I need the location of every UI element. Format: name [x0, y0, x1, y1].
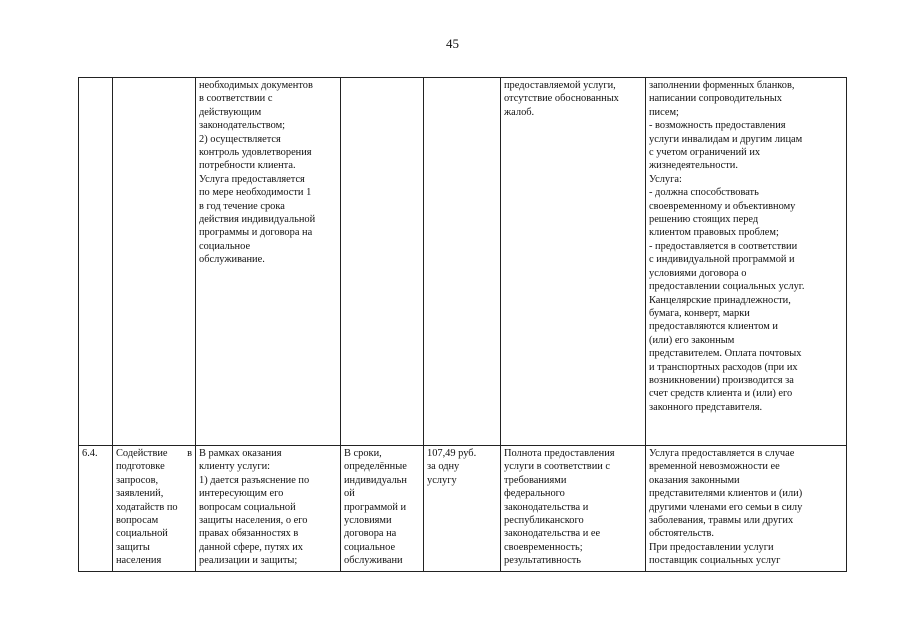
text-line: законодательством; — [199, 120, 286, 132]
text-line: действующим — [199, 106, 262, 118]
text-line: интересующим его — [199, 488, 284, 500]
cell-quality-indicators — [501, 78, 646, 446]
text-line: В сроки, — [344, 448, 382, 459]
text-line: социальной — [116, 528, 168, 540]
text-line: определённые — [344, 461, 407, 473]
cell-quality-indicators — [501, 446, 646, 572]
cell-service-name — [113, 78, 196, 446]
cell-service-content — [196, 446, 341, 572]
text-line: договора на — [344, 528, 397, 540]
text-line: в соответствии с — [199, 93, 273, 105]
text-line: временной невозможности ее — [649, 461, 780, 473]
text-line: своевременность; — [504, 541, 583, 553]
text-line: индивидуальн — [344, 474, 407, 486]
text-line: программы и договора на — [199, 227, 313, 239]
text-line: другими членами его семьи в силу — [649, 501, 803, 513]
services-table — [78, 77, 847, 572]
text-line: потребности клиента. — [199, 160, 296, 172]
text-line: обстоятельств. — [649, 528, 715, 540]
cell-service-name — [113, 446, 196, 572]
text-line: - предоставляется в соответствии — [649, 240, 798, 252]
text-line: законного представителя. — [649, 401, 763, 413]
text-line: Полнота предоставления — [504, 448, 615, 459]
text-line: жалоб. — [504, 106, 535, 118]
text-line: социальное — [199, 240, 251, 252]
text-line: отсутствие обоснованных — [504, 93, 619, 105]
text-line: необходимых документов — [199, 80, 313, 91]
cell-service-term — [341, 446, 424, 572]
text-line: предоставляемой услуги, — [504, 80, 616, 91]
cell-service-conditions — [646, 78, 847, 446]
text-line: ходатайств по — [116, 501, 178, 513]
text-line: условиями договора о — [649, 267, 747, 279]
text-line: населения — [116, 555, 162, 567]
text-line: В рамках оказания — [199, 448, 282, 459]
text-line: законодательства и ее — [504, 528, 601, 540]
text-line: законодательства и — [504, 501, 589, 513]
text-line: услугу — [427, 474, 457, 486]
text-line: федерального — [504, 488, 565, 500]
text-line: реализации и защиты; — [199, 555, 298, 567]
text-line: контроль удовлетворения — [199, 147, 312, 159]
text-line: программой и — [344, 501, 407, 513]
text-line: результативность — [504, 555, 582, 567]
text-line: с учетом ограничений их — [649, 147, 761, 159]
text-line: вопросам — [116, 515, 159, 527]
text-line: условиями — [344, 515, 392, 527]
text-line: запросов, — [116, 474, 159, 486]
text-line: защиты населения, о его — [199, 515, 308, 527]
text-line: - должна способствовать — [649, 187, 759, 199]
text-line: предоставлении социальных услуг. — [649, 281, 805, 293]
text-line: правах обязанностях в — [199, 528, 299, 540]
text-line: по мере необходимости 1 — [199, 187, 312, 199]
text-line: Канцелярские принадлежности, — [649, 294, 791, 306]
text-line: с индивидуальной программой и — [649, 254, 795, 266]
text-line: поставщик социальных услуг — [649, 555, 781, 567]
cell-number — [79, 78, 113, 446]
text-line: клиенту услуги: — [199, 461, 271, 473]
text-line: предоставляются клиентом и — [649, 321, 778, 333]
table-row — [79, 78, 847, 446]
text-line: возникновении) производится за — [649, 374, 794, 386]
text-line: (или) его законным — [649, 334, 735, 346]
cell-number — [79, 446, 113, 572]
text-line: 107,49 руб. — [427, 448, 477, 459]
text-line: Содействие в — [116, 448, 192, 459]
text-line: решению стоящих перед — [649, 214, 759, 226]
text-line: жизнедеятельности. — [649, 160, 738, 172]
text-line: бумага, конверт, марки — [649, 307, 750, 319]
text-line: действия индивидуальной — [199, 214, 316, 226]
text-line: республиканского — [504, 515, 584, 527]
text-line: требованиями — [504, 474, 567, 486]
text-line: - возможность предоставления — [649, 120, 786, 132]
text-line: представителем. Оплата почтовых — [649, 348, 802, 360]
text-line: 2) осуществляется — [199, 133, 281, 145]
text-line: подготовке — [116, 461, 165, 473]
text-line: писем; — [649, 106, 679, 118]
text-line: защиты — [116, 541, 150, 553]
text-line: Услуга предоставляется — [199, 173, 305, 185]
text-line: 6.4. — [82, 448, 98, 459]
text-line: оказания законными — [649, 474, 740, 486]
cell-service-conditions — [646, 446, 847, 572]
text-line: обслуживани — [344, 555, 403, 567]
text-line: и транспортных расходов (при их — [649, 361, 798, 373]
text-line: услуги в соответствии с — [504, 461, 611, 473]
text-line: вопросам социальной — [199, 501, 296, 513]
text-line: социальное — [344, 541, 396, 553]
text-line: в год течение срока — [199, 200, 285, 212]
text-line: данной сфере, путях их — [199, 541, 303, 553]
text-line: заполнении форменных бланков, — [649, 80, 795, 91]
text-line: своевременному и объективному — [649, 200, 796, 212]
text-line: 1) дается разъяснение по — [199, 474, 310, 486]
text-line: за одну — [427, 461, 460, 473]
text-line: заявлений, — [116, 488, 164, 500]
text-line: представителями клиентов и (или) — [649, 488, 803, 500]
text-line: Услуга: — [649, 173, 682, 185]
text-line: При предоставлении услуги — [649, 541, 774, 553]
page-number: 45 — [446, 36, 459, 51]
cell-service-price — [424, 446, 501, 572]
text-line: Услуга предоставляется в случае — [649, 448, 795, 459]
table-row — [79, 446, 847, 572]
text-line: заболевания, травмы или других — [649, 515, 794, 527]
cell-service-price — [424, 78, 501, 446]
text-line: клиентом правовых проблем; — [649, 227, 779, 239]
cell-service-content — [196, 78, 341, 446]
text-line: услуги инвалидам и другим лицам — [649, 133, 803, 145]
text-line: обслуживание. — [199, 254, 265, 266]
cell-service-term — [341, 78, 424, 446]
text-line: ой — [344, 488, 355, 500]
text-line: написании сопроводительных — [649, 93, 782, 105]
text-line: счет средств клиента и (или) его — [649, 388, 793, 400]
